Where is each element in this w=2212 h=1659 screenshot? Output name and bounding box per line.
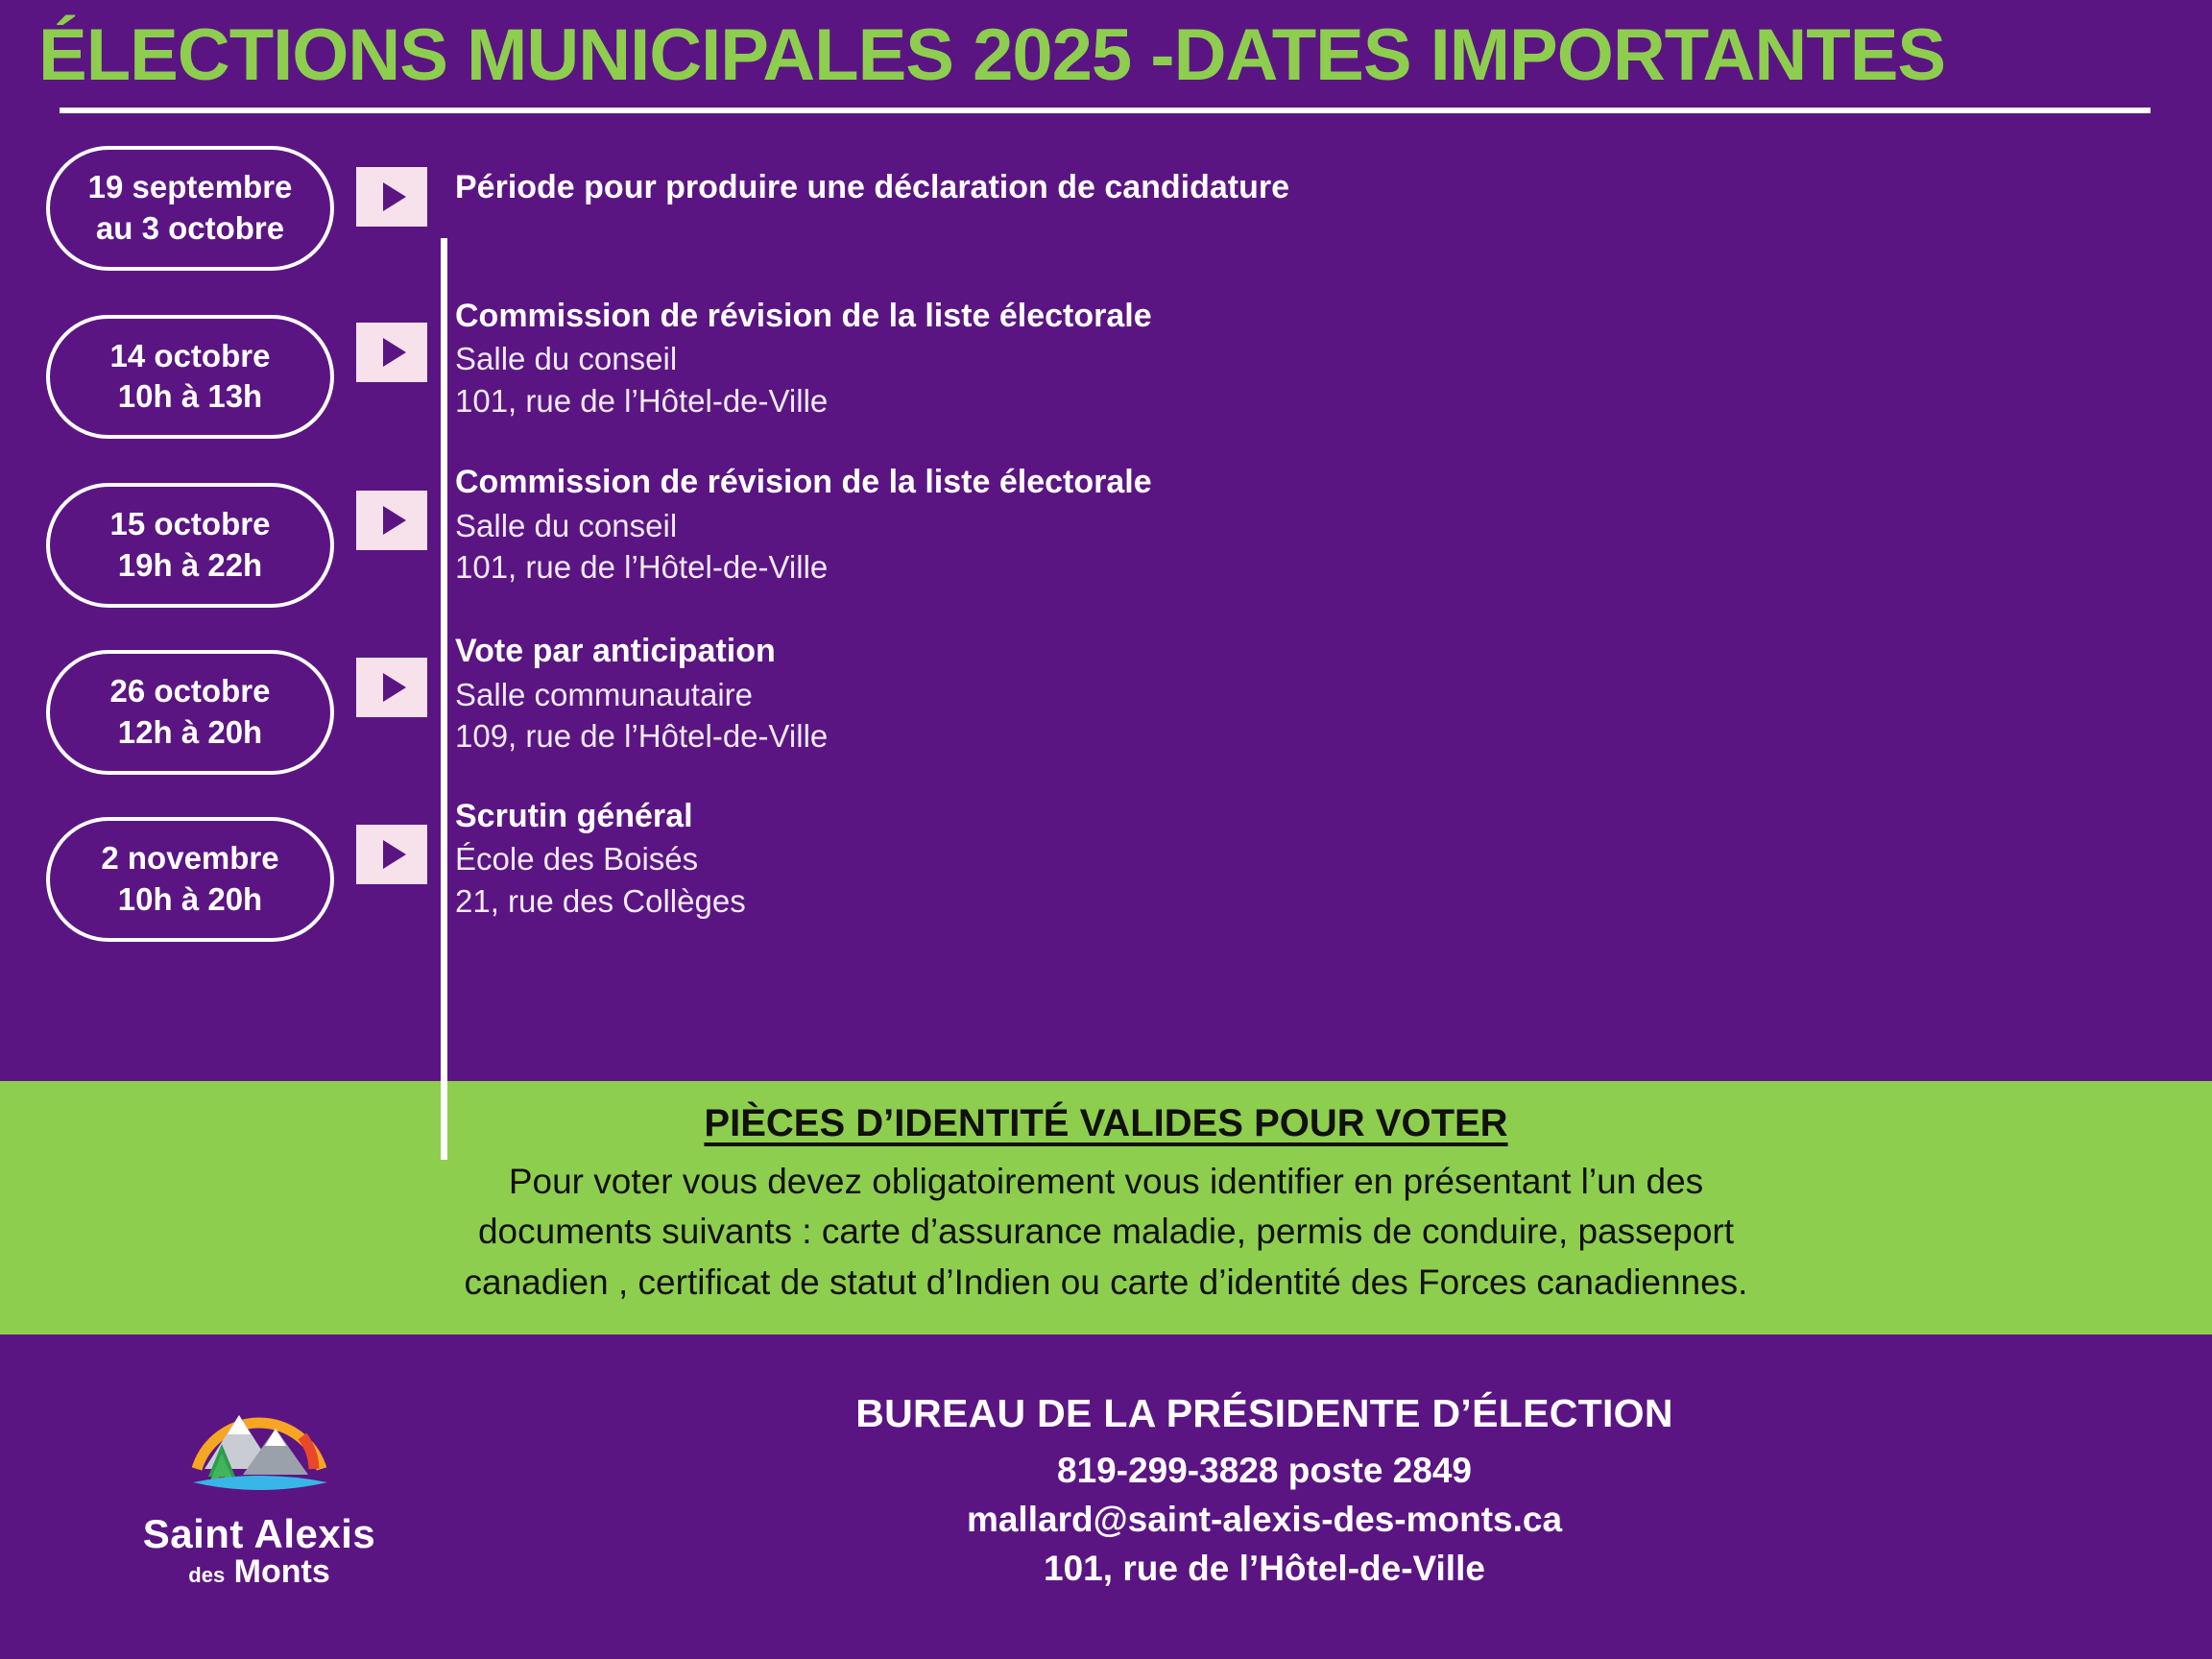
date-line-1: 2 novembre xyxy=(101,839,279,876)
contact-title: BUREAU DE LA PRÉSIDENTE D’ÉLECTION xyxy=(855,1391,1673,1436)
poster-header xyxy=(0,0,2212,113)
logo-name: Saint Alexis xyxy=(142,1510,376,1556)
date-badge xyxy=(46,817,334,942)
timeline-row xyxy=(0,462,2212,608)
date-badge xyxy=(46,315,334,440)
poster-footer xyxy=(0,1334,2212,1659)
logo-subname xyxy=(188,1553,329,1591)
page-title: ÉLECTIONS MUNICIPALES 2025 -DATES IMPORTANTES xyxy=(38,14,1946,96)
arrow-marker xyxy=(334,658,449,717)
mountain-logo-icon xyxy=(168,1394,350,1509)
event-address: 101, rue de l’Hôtel-de-Ville xyxy=(455,549,829,586)
play-triangle-icon xyxy=(356,658,427,717)
date-line-1: 19 septembre xyxy=(87,168,293,204)
date-line-1: 26 octobre xyxy=(109,673,271,709)
municipality-logo xyxy=(58,1394,461,1591)
event-details xyxy=(449,167,2212,210)
valid-id-title: PIÈCES D’IDENTITÉ VALIDES POUR VOTER xyxy=(704,1101,1508,1144)
date-line-1: 15 octobre xyxy=(109,506,271,542)
date-badge xyxy=(46,146,334,271)
event-title: Vote par anticipation xyxy=(455,633,776,670)
event-venue: Salle du conseil xyxy=(455,507,678,543)
event-title: Scrutin général xyxy=(455,797,693,834)
valid-id-line-2: documents suivants : carte d’assurance maladie, permis de conduire, passeport xyxy=(477,1212,1734,1252)
valid-id-line-1: Pour voter vous devez obligatoirement vous identifier en présentant l’un des xyxy=(508,1161,1704,1201)
event-address: 21, rue des Collèges xyxy=(455,882,746,919)
event-details xyxy=(449,296,2212,422)
play-triangle-icon xyxy=(356,323,427,382)
event-details xyxy=(449,631,2212,757)
date-line-2: au 3 octobre xyxy=(95,209,285,246)
date-line-1: 14 octobre xyxy=(109,337,271,373)
play-triangle-icon xyxy=(356,491,427,550)
date-line-2: 19h à 22h xyxy=(117,547,263,584)
date-line-2: 10h à 20h xyxy=(117,880,263,917)
date-line-2: 12h à 20h xyxy=(117,714,263,751)
date-line-2: 10h à 13h xyxy=(117,378,263,415)
date-badge xyxy=(46,483,334,608)
event-venue: Salle communautaire xyxy=(455,676,753,712)
contact-address: 101, rue de l’Hôtel-de-Ville xyxy=(1044,1549,1485,1589)
logo-sub-big: Monts xyxy=(233,1552,330,1590)
event-details xyxy=(449,462,2212,589)
timeline-row xyxy=(0,631,2212,775)
logo-sub-small: des xyxy=(188,1562,226,1587)
contact-email[interactable]: mallard@saint-alexis-des-monts.ca xyxy=(966,1500,1563,1540)
event-venue: Salle du conseil xyxy=(455,341,678,377)
arrow-marker xyxy=(334,323,449,382)
arrow-marker xyxy=(334,167,449,227)
event-details xyxy=(449,796,2212,923)
event-title: Commission de révision de la liste électorale xyxy=(455,464,1152,501)
event-address: 101, rue de l’Hôtel-de-Ville xyxy=(455,382,829,419)
contact-phone[interactable]: 819-299-3828 poste 2849 xyxy=(1057,1451,1472,1491)
timeline xyxy=(0,113,2212,1081)
arrow-marker xyxy=(334,491,449,550)
event-address: 109, rue de l’Hôtel-de-Ville xyxy=(455,718,829,755)
valid-id-section xyxy=(0,1081,2212,1335)
valid-id-line-3: canadien , certificat de statut d’Indien ou carte d’identité des Forces canadiennes. xyxy=(464,1262,1748,1302)
timeline-row xyxy=(0,296,2212,440)
date-badge xyxy=(46,650,334,775)
contact-block xyxy=(461,1391,2154,1593)
event-title: Période pour produire une déclaration de candidature xyxy=(455,168,1290,205)
event-title: Commission de révision de la liste électorale xyxy=(455,297,1152,334)
timeline-row xyxy=(0,146,2212,271)
arrow-marker xyxy=(334,825,449,884)
timeline-row xyxy=(0,796,2212,942)
play-triangle-icon xyxy=(356,825,427,884)
event-venue: École des Boisés xyxy=(455,841,699,878)
play-triangle-icon xyxy=(356,167,427,227)
